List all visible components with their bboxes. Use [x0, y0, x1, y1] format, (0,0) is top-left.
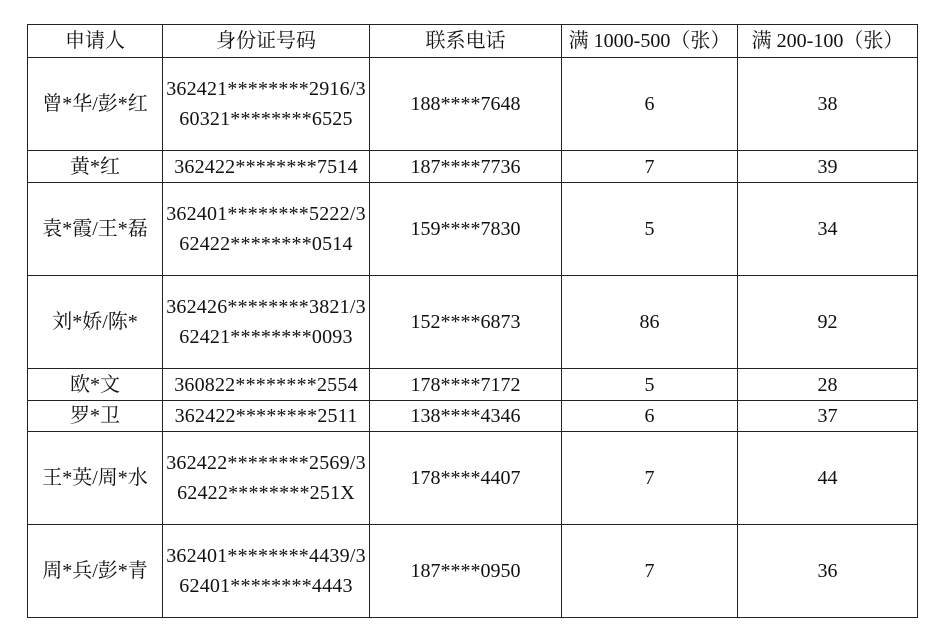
header-id-number: 身份证号码	[163, 25, 370, 58]
id-number-primary: 362422********7514	[174, 155, 358, 178]
coupon-1000-500-count: 6	[562, 401, 738, 432]
coupon-1000-500-count: 5	[562, 183, 738, 276]
coupon-200-100-count: 39	[738, 151, 918, 183]
table-row	[28, 183, 918, 276]
id-number-primary: 362401********5222	[166, 203, 350, 225]
id-number	[163, 432, 370, 525]
id-number-primary: 362422********2569	[166, 452, 350, 474]
coupon-1000-500-count: 7	[562, 432, 738, 525]
coupon-200-100-count: 38	[738, 58, 918, 151]
coupon-1000-500-count: 6	[562, 58, 738, 151]
id-number-secondary: 362422********251X	[177, 452, 366, 504]
id-number-primary: 362422********2511	[174, 405, 358, 427]
id-separator: /	[349, 545, 356, 567]
coupon-200-100-count: 37	[738, 401, 918, 432]
phone-number: 138****4346	[370, 401, 562, 432]
applicant-name: 曾*华/彭*红	[28, 58, 163, 151]
applicant-name: 黄*红	[28, 151, 163, 183]
applicant-name: 袁*霞/王*磊	[28, 183, 163, 276]
id-number	[163, 183, 370, 276]
id-number-secondary: 362401********4443	[179, 545, 366, 597]
phone-number: 178****4407	[370, 432, 562, 525]
table-row	[28, 401, 918, 432]
phone-number: 187****7736	[370, 151, 562, 183]
coupon-200-100-count: 44	[738, 432, 918, 525]
table-row	[28, 151, 918, 183]
id-number-primary: 362421********2916	[166, 78, 350, 100]
id-number-secondary: 360321********6525	[179, 78, 366, 130]
applicant-name: 周*兵/彭*青	[28, 525, 163, 618]
header-coupon-1000-500: 满 1000-500（张）	[562, 25, 738, 58]
id-number-primary: 362401********4439	[166, 545, 350, 567]
id-separator: /	[349, 78, 356, 100]
table-row	[28, 525, 918, 618]
id-separator: /	[349, 452, 356, 474]
coupon-200-100-count: 92	[738, 276, 918, 369]
id-number-secondary: 362422********0514	[179, 203, 366, 255]
id-number	[163, 58, 370, 151]
coupon-1000-500-count: 7	[562, 151, 738, 183]
header-phone: 联系电话	[370, 25, 562, 58]
coupon-200-100-count: 28	[738, 369, 918, 401]
phone-number: 159****7830	[370, 183, 562, 276]
id-number-primary: 360822********2554	[174, 373, 358, 396]
applicant-name: 刘*娇/陈*	[28, 276, 163, 369]
applicant-name: 罗*卫	[28, 401, 163, 432]
applicant-name: 王*英/周*水	[28, 432, 163, 525]
phone-number: 187****0950	[370, 525, 562, 618]
header-applicant: 申请人	[28, 25, 163, 58]
id-number	[163, 369, 370, 401]
table-row	[28, 276, 918, 369]
id-number-secondary: 362421********0093	[179, 296, 366, 348]
applicant-name: 欧*文	[28, 369, 163, 401]
coupon-1000-500-count: 7	[562, 525, 738, 618]
phone-number: 152****6873	[370, 276, 562, 369]
header-row	[28, 25, 918, 58]
header-coupon-200-100: 满 200-100（张）	[738, 25, 918, 58]
coupon-200-100-count: 34	[738, 183, 918, 276]
id-number	[163, 525, 370, 618]
phone-number: 178****7172	[370, 369, 562, 401]
table-row	[28, 432, 918, 525]
id-number-primary: 362426********3821	[166, 296, 350, 318]
id-separator: /	[349, 203, 356, 225]
phone-number: 188****7648	[370, 58, 562, 151]
coupon-1000-500-count: 86	[562, 276, 738, 369]
coupon-1000-500-count: 5	[562, 369, 738, 401]
applicant-table	[27, 24, 918, 618]
coupon-200-100-count: 36	[738, 525, 918, 618]
table-row	[28, 369, 918, 401]
id-number	[163, 276, 370, 369]
id-separator: /	[349, 296, 356, 318]
table-row	[28, 58, 918, 151]
id-number	[163, 151, 370, 183]
id-number	[163, 401, 370, 432]
